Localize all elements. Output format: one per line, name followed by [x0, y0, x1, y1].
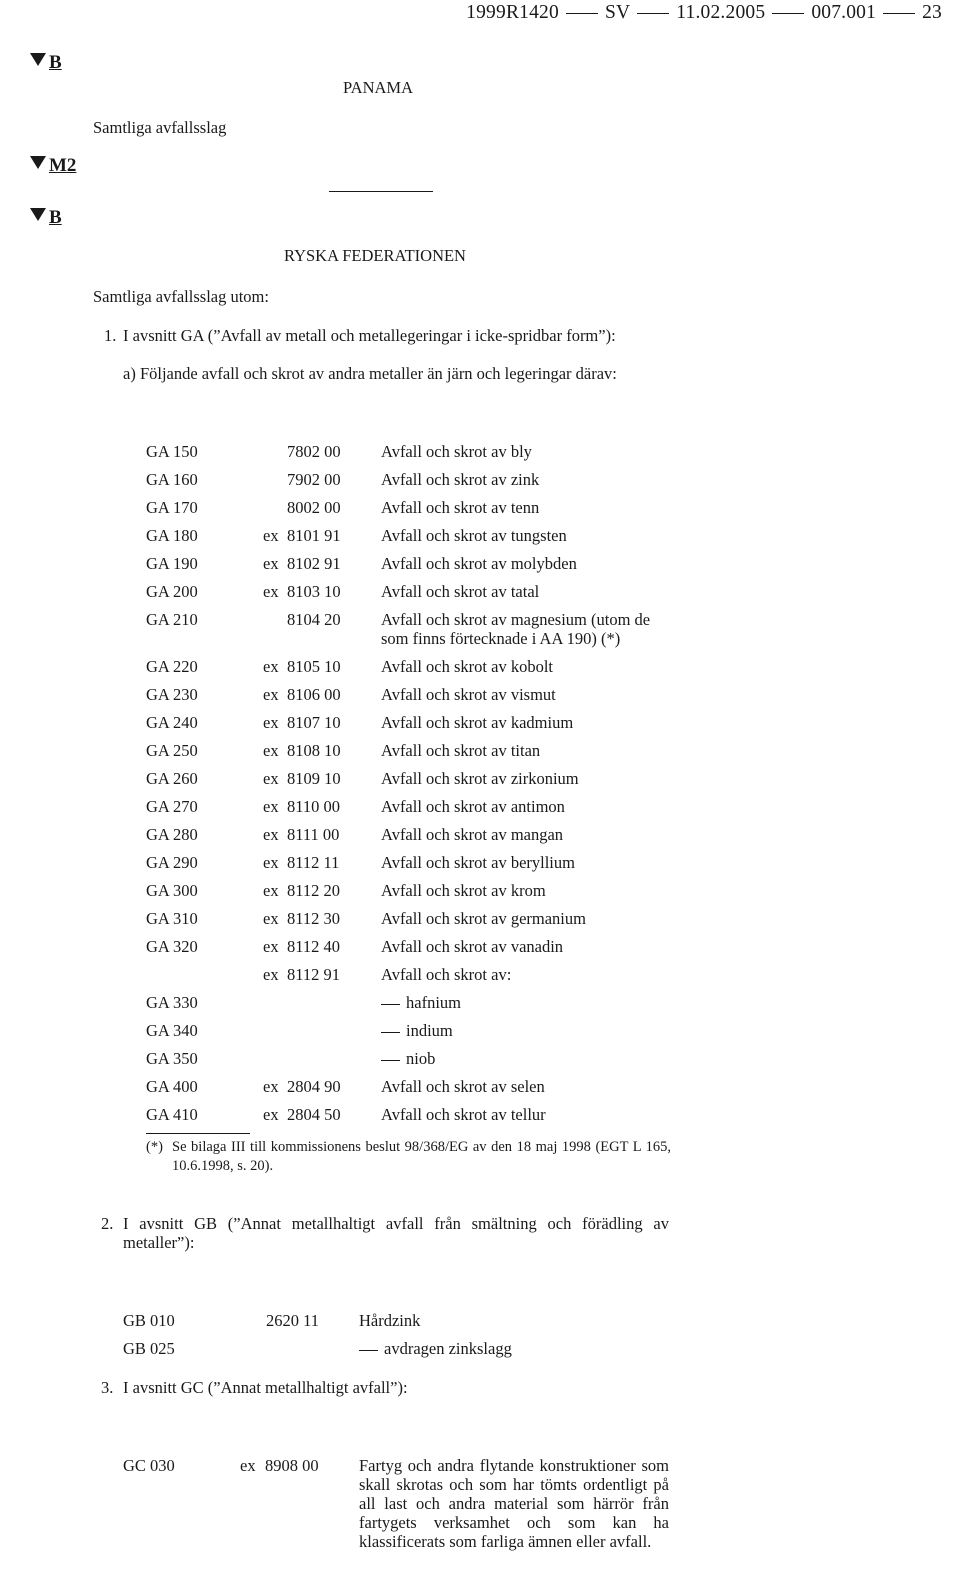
waste-code: GA 180 [146, 526, 198, 545]
ex-prefix: ex [263, 1105, 279, 1124]
ex-prefix: ex [263, 853, 279, 872]
triangle-down-icon [30, 53, 46, 66]
waste-code: GA 350 [146, 1049, 198, 1068]
ex-prefix: ex [263, 657, 279, 676]
footnote-mark: (*) [146, 1139, 163, 1155]
gb-code: GB 010 [123, 1311, 175, 1330]
waste-description-text: indium [406, 1021, 453, 1040]
footnote-rule [146, 1133, 250, 1134]
country-heading-russia: RYSKA FEDERATIONEN [284, 246, 466, 265]
triangle-down-icon [30, 208, 46, 221]
marker-code: M2 [49, 155, 77, 176]
tariff-number: 8104 20 [287, 610, 341, 629]
waste-description: Avfall och skrot av magnesium (utom de som finns förtecknade i AA 190) (*) [381, 610, 651, 648]
waste-description: Avfall och skrot av tellur [381, 1105, 546, 1124]
waste-code: GA 150 [146, 442, 198, 461]
ex-prefix: ex [263, 582, 279, 601]
waste-code: GA 340 [146, 1021, 198, 1040]
gb-description-text: avdragen zinkslagg [384, 1339, 512, 1358]
tariff-number: 8112 91 [287, 965, 341, 984]
waste-description: Avfall och skrot av kadmium [381, 713, 574, 732]
tariff-number: 8111 00 [287, 825, 340, 844]
russia-intro: Samtliga avfallsslag utom: [93, 287, 269, 306]
ex-prefix: ex [263, 965, 279, 984]
ex-prefix: ex [263, 769, 279, 788]
waste-description-text: hafnium [406, 993, 461, 1012]
ex-prefix: ex [263, 713, 279, 732]
tariff-number: 8102 91 [287, 554, 341, 573]
em-dash [359, 1350, 378, 1351]
item-number: 2. [101, 1214, 114, 1233]
gb-description: Hårdzink [359, 1311, 421, 1330]
waste-code: GA 190 [146, 554, 198, 573]
tariff-number: 8112 20 [287, 881, 341, 900]
waste-code: GA 290 [146, 853, 198, 872]
doc-language: SV [604, 2, 631, 23]
waste-code: GA 240 [146, 713, 198, 732]
waste-description: Avfall och skrot av molybden [381, 554, 577, 573]
waste-code: GA 170 [146, 498, 198, 517]
tariff-number: 2804 90 [287, 1077, 341, 1096]
tariff-number: 8105 10 [287, 657, 341, 676]
item-2-text: I avsnitt GB (”Annat metallhaltigt avfall från smältning och förädling av metaller”): [123, 1214, 669, 1252]
waste-description: Avfall och skrot av mangan [381, 825, 564, 844]
waste-description [381, 993, 671, 1012]
waste-code: GA 330 [146, 993, 198, 1012]
waste-description: Avfall och skrot av zirkonium [381, 769, 579, 788]
tariff-number: 8002 00 [287, 498, 341, 517]
ex-prefix: ex [263, 797, 279, 816]
ex-prefix: ex [263, 1077, 279, 1096]
header-dash [566, 13, 598, 14]
tariff-number: 8107 10 [287, 713, 341, 732]
running-header [466, 2, 942, 24]
waste-code: GA 310 [146, 909, 198, 928]
header-dash [637, 13, 669, 14]
item-3-text: I avsnitt GC (”Annat metallhaltigt avfall”): [123, 1378, 408, 1397]
waste-code: GA 410 [146, 1105, 198, 1124]
gc-ex-prefix: ex [240, 1456, 256, 1475]
tariff-number: 8112 40 [287, 937, 341, 956]
waste-code: GA 300 [146, 881, 198, 900]
waste-description: Avfall och skrot av kobolt [381, 657, 553, 676]
waste-description: Avfall och skrot av beryllium [381, 853, 575, 872]
em-dash [381, 1032, 400, 1033]
waste-description: Avfall och skrot av titan [381, 741, 541, 760]
waste-code: GA 280 [146, 825, 198, 844]
doc-version: 007.001 [811, 2, 877, 23]
amendment-marker-m2[interactable] [30, 155, 76, 177]
tariff-number: 8106 00 [287, 685, 341, 704]
amendment-marker-b[interactable] [30, 207, 62, 229]
waste-description: Avfall och skrot av germanium [381, 909, 586, 928]
tariff-number: 8101 91 [287, 526, 341, 545]
tariff-number: 2804 50 [287, 1105, 341, 1124]
waste-code: GA 210 [146, 610, 198, 629]
marker-code: B [49, 52, 62, 73]
tariff-number: 8112 30 [287, 909, 341, 928]
ex-prefix: ex [263, 937, 279, 956]
ex-prefix: ex [263, 909, 279, 928]
tariff-number: 7802 00 [287, 442, 341, 461]
waste-description: Avfall och skrot av tungsten [381, 526, 567, 545]
country-heading-panama: PANAMA [343, 78, 413, 97]
waste-code: GA 270 [146, 797, 198, 816]
tariff-number: 8108 10 [287, 741, 341, 760]
ex-prefix: ex [263, 685, 279, 704]
panama-text: Samtliga avfallsslag [93, 118, 227, 137]
footnote [146, 1138, 671, 1176]
gb-description [359, 1339, 512, 1359]
waste-description: Avfall och skrot av tatal [381, 582, 540, 601]
waste-code: GA 230 [146, 685, 198, 704]
tariff-number: 8109 10 [287, 769, 341, 788]
doc-id: 1999R1420 [466, 2, 559, 23]
tariff-number: 8110 00 [287, 797, 341, 816]
waste-code: GA 260 [146, 769, 198, 788]
waste-description [381, 1021, 671, 1040]
marker-code: B [49, 207, 62, 228]
gb-code: GB 025 [123, 1339, 175, 1358]
gc-tariff-number: 8908 00 [265, 1456, 319, 1475]
page-number: 23 [922, 2, 942, 23]
triangle-down-icon [30, 156, 46, 169]
header-dash [883, 13, 915, 14]
ex-prefix: ex [263, 526, 279, 545]
waste-description: Avfall och skrot av tenn [381, 498, 540, 517]
item-number: 1. [104, 326, 117, 345]
waste-description: Avfall och skrot av vanadin [381, 937, 564, 956]
amendment-marker-b[interactable] [30, 52, 62, 74]
gc-description: Fartyg och andra flytande konstruktioner som skall skrotas och som har tömts ordentligt på all last och andra material som härrör från fartygets verksamhet och som kan ha klassificerats som farliga ämnen eller avfall. [359, 1456, 669, 1551]
tariff-number: 7902 00 [287, 470, 341, 489]
ex-prefix: ex [263, 825, 279, 844]
waste-code: GA 250 [146, 741, 198, 760]
tariff-number: 8103 10 [287, 582, 341, 601]
gb-tariff-number: 2620 11 [266, 1311, 320, 1330]
waste-description: Avfall och skrot av krom [381, 881, 546, 900]
waste-description: Avfall och skrot av vismut [381, 685, 556, 704]
item-1-text: I avsnitt GA (”Avfall av metall och metallegeringar i icke-spridbar form”): [123, 326, 616, 345]
waste-code: GA 160 [146, 470, 198, 489]
waste-code: GA 220 [146, 657, 198, 676]
item-number: 3. [101, 1378, 114, 1397]
ex-prefix: ex [263, 881, 279, 900]
gc-code: GC 030 [123, 1456, 175, 1475]
ex-prefix: ex [263, 741, 279, 760]
waste-code: GA 200 [146, 582, 198, 601]
doc-date: 11.02.2005 [676, 2, 766, 23]
footnote-text: Se bilaga III till kommissionens beslut 98/368/EG av den 18 maj 1998 (EGT L 165, 10.6.1998, s. 20). [172, 1139, 671, 1174]
waste-code: GA 320 [146, 937, 198, 956]
header-dash [772, 13, 804, 14]
waste-description: Avfall och skrot av antimon [381, 797, 565, 816]
waste-description: Avfall och skrot av: [381, 965, 512, 984]
waste-description: Avfall och skrot av selen [381, 1077, 545, 1096]
waste-description: Avfall och skrot av zink [381, 470, 540, 489]
em-dash [381, 1060, 400, 1061]
em-dash [381, 1004, 400, 1005]
waste-description-text: niob [406, 1049, 436, 1068]
ex-prefix: ex [263, 554, 279, 573]
section-separator [329, 191, 433, 192]
tariff-number: 8112 11 [287, 853, 340, 872]
item-1a-text: a) Följande avfall och skrot av andra metaller än järn och legeringar därav: [123, 364, 617, 383]
waste-code: GA 400 [146, 1077, 198, 1096]
waste-description: Avfall och skrot av bly [381, 442, 532, 461]
waste-description [381, 1049, 671, 1068]
